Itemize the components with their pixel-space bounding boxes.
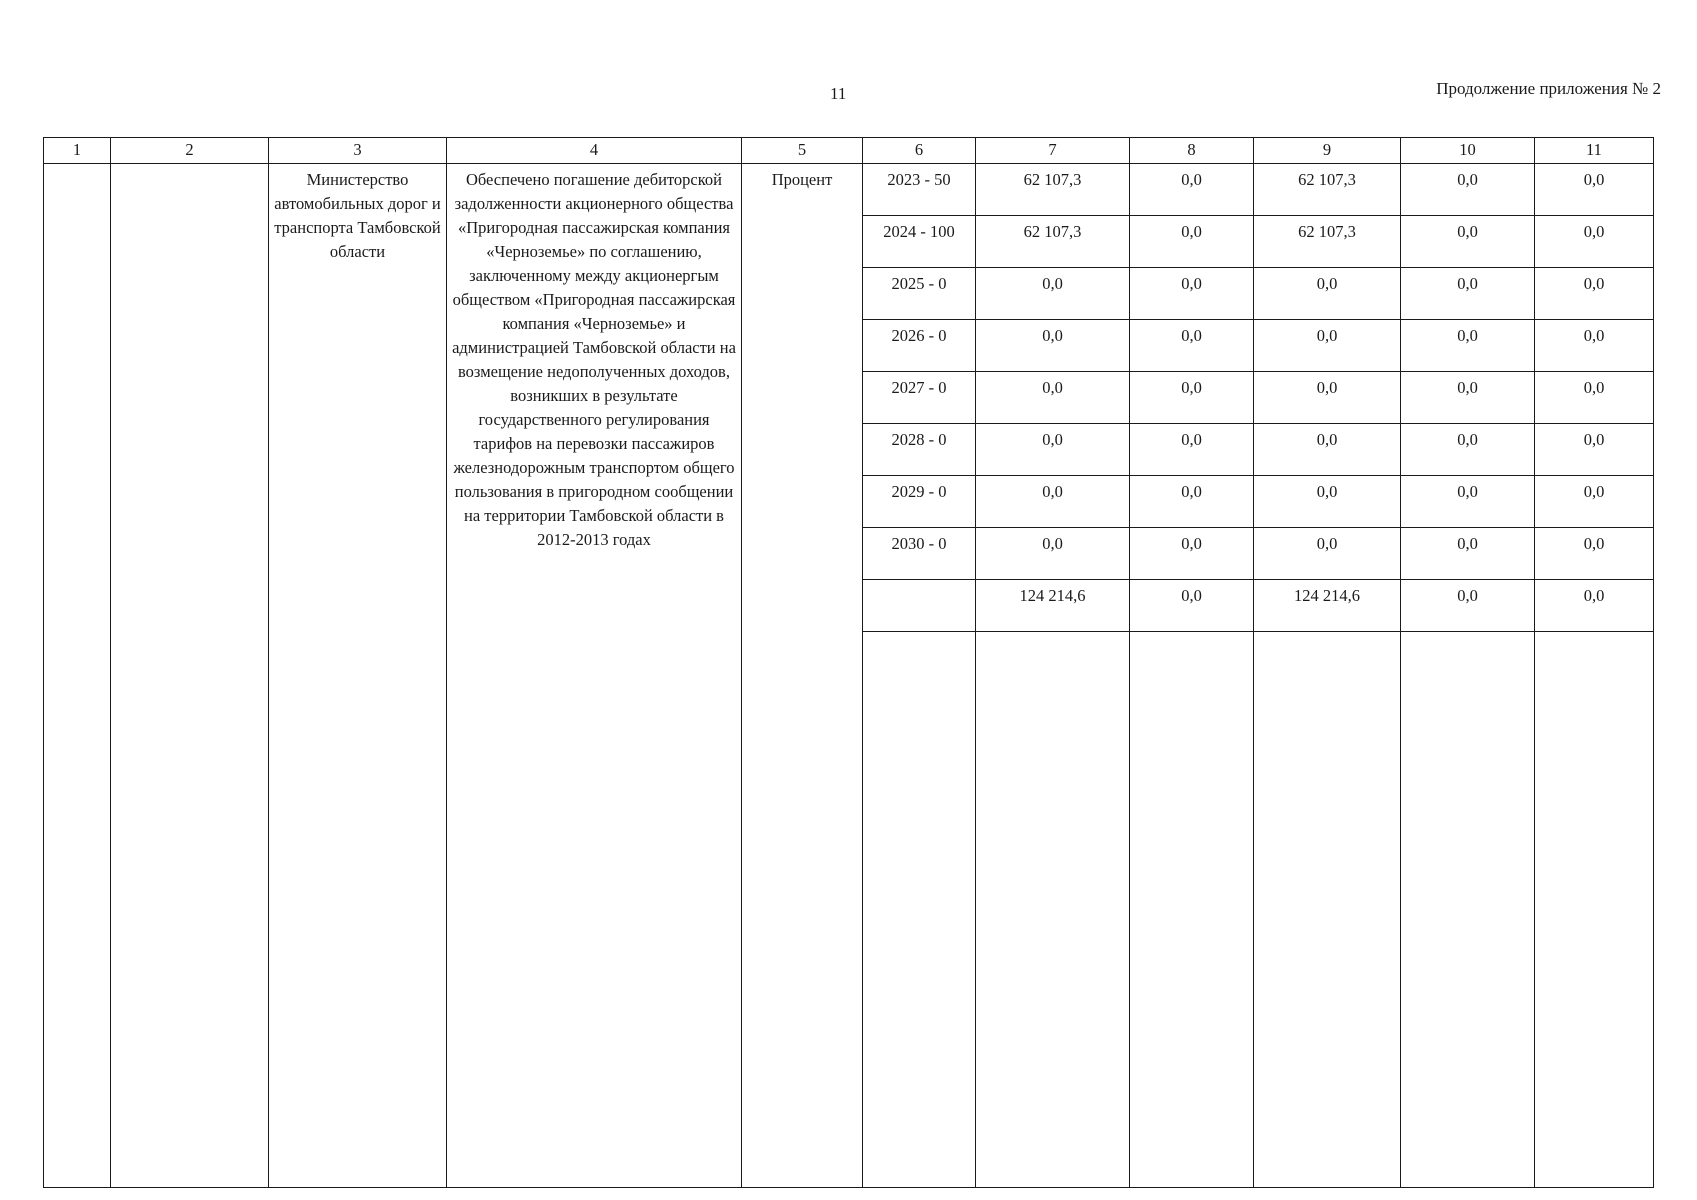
- value-cell: 0,0: [1401, 268, 1535, 320]
- description-cell: Обеспечено погашение дебиторской задолженности акционерного общества «Пригородная пассажирская компания «Черноземье» по соглашению, заключенному между акционергым обществом «Пригородная пассажирская компания «Черноземье» и администрацией Тамбовской области на возмещение недополученных доходов, возникших в результате государственного регулирования тарифов на перевозки пассажиров железнодорожным транспортом общего пользования в пригородном сообщении на территории Тамбовской области в 2012-2013 годах: [447, 164, 742, 1188]
- total-cell: 0,0: [1535, 580, 1654, 632]
- value-cell: 0,0: [1401, 372, 1535, 424]
- filler-cell: [1535, 632, 1654, 1188]
- value-cell: 0,0: [1254, 268, 1401, 320]
- header-cell: 9: [1254, 138, 1401, 164]
- filler-cell: [1254, 632, 1401, 1188]
- header-cell: 3: [269, 138, 447, 164]
- value-cell: 0,0: [1535, 164, 1654, 216]
- value-cell: 0,0: [1130, 268, 1254, 320]
- header-cell: 5: [742, 138, 863, 164]
- header-cell: 6: [863, 138, 976, 164]
- page-number: 11: [830, 84, 847, 103]
- year-cell: 2026 - 0: [863, 320, 976, 372]
- value-cell: 0,0: [1401, 476, 1535, 528]
- value-cell: 0,0: [1254, 372, 1401, 424]
- total-cell: 124 214,6: [976, 580, 1130, 632]
- value-cell: 0,0: [976, 372, 1130, 424]
- year-cell: 2029 - 0: [863, 476, 976, 528]
- total-cell: 0,0: [1130, 580, 1254, 632]
- filler-cell: [1401, 632, 1535, 1188]
- table-header-row: [44, 138, 1654, 164]
- value-cell: 0,0: [976, 268, 1130, 320]
- value-cell: 0,0: [1535, 476, 1654, 528]
- year-cell: 2030 - 0: [863, 528, 976, 580]
- value-cell: 0,0: [1130, 528, 1254, 580]
- year-cell: 2024 - 100: [863, 216, 976, 268]
- header-cell: 1: [44, 138, 111, 164]
- value-cell: 0,0: [1401, 164, 1535, 216]
- value-cell: 62 107,3: [976, 164, 1130, 216]
- value-cell: 0,0: [1254, 476, 1401, 528]
- col1-cell: [44, 164, 111, 1188]
- header-cell: 7: [976, 138, 1130, 164]
- header-cell: 4: [447, 138, 742, 164]
- header-cell: 8: [1130, 138, 1254, 164]
- program-table: [43, 137, 1654, 1188]
- value-cell: 0,0: [1254, 320, 1401, 372]
- year-cell: 2025 - 0: [863, 268, 976, 320]
- filler-cell: [863, 632, 976, 1188]
- value-cell: 0,0: [1130, 164, 1254, 216]
- unit-cell: Процент: [742, 164, 863, 1188]
- year-cell: 2023 - 50: [863, 164, 976, 216]
- header-cell: 10: [1401, 138, 1535, 164]
- year-cell: 2027 - 0: [863, 372, 976, 424]
- value-cell: 0,0: [1130, 476, 1254, 528]
- value-cell: 0,0: [1535, 372, 1654, 424]
- value-cell: 0,0: [1535, 268, 1654, 320]
- total-cell: 124 214,6: [1254, 580, 1401, 632]
- header-cell: 11: [1535, 138, 1654, 164]
- total-cell: 0,0: [1401, 580, 1535, 632]
- continuation-title: Продолжение приложения № 2: [1436, 79, 1661, 98]
- value-cell: 62 107,3: [1254, 164, 1401, 216]
- value-cell: 0,0: [1130, 372, 1254, 424]
- total-year-cell: [863, 580, 976, 632]
- col2-cell: [111, 164, 269, 1188]
- value-cell: 0,0: [976, 320, 1130, 372]
- value-cell: 0,0: [976, 528, 1130, 580]
- value-cell: 0,0: [1535, 528, 1654, 580]
- value-cell: 0,0: [1401, 216, 1535, 268]
- value-cell: 0,0: [1401, 424, 1535, 476]
- value-cell: 0,0: [1254, 528, 1401, 580]
- value-cell: 0,0: [1130, 216, 1254, 268]
- value-cell: 0,0: [1535, 320, 1654, 372]
- filler-cell: [976, 632, 1130, 1188]
- table-row: [44, 164, 1654, 216]
- value-cell: 0,0: [1401, 320, 1535, 372]
- value-cell: 0,0: [1535, 424, 1654, 476]
- year-cell: 2028 - 0: [863, 424, 976, 476]
- value-cell: 0,0: [976, 476, 1130, 528]
- value-cell: 62 107,3: [1254, 216, 1401, 268]
- value-cell: 0,0: [1254, 424, 1401, 476]
- header-cell: 2: [111, 138, 269, 164]
- value-cell: 0,0: [1535, 216, 1654, 268]
- value-cell: 62 107,3: [976, 216, 1130, 268]
- value-cell: 0,0: [1130, 320, 1254, 372]
- executor-cell: Министерство автомобильных дорог и транспорта Тамбовской области: [269, 164, 447, 1188]
- value-cell: 0,0: [976, 424, 1130, 476]
- filler-cell: [1130, 632, 1254, 1188]
- value-cell: 0,0: [1130, 424, 1254, 476]
- value-cell: 0,0: [1401, 528, 1535, 580]
